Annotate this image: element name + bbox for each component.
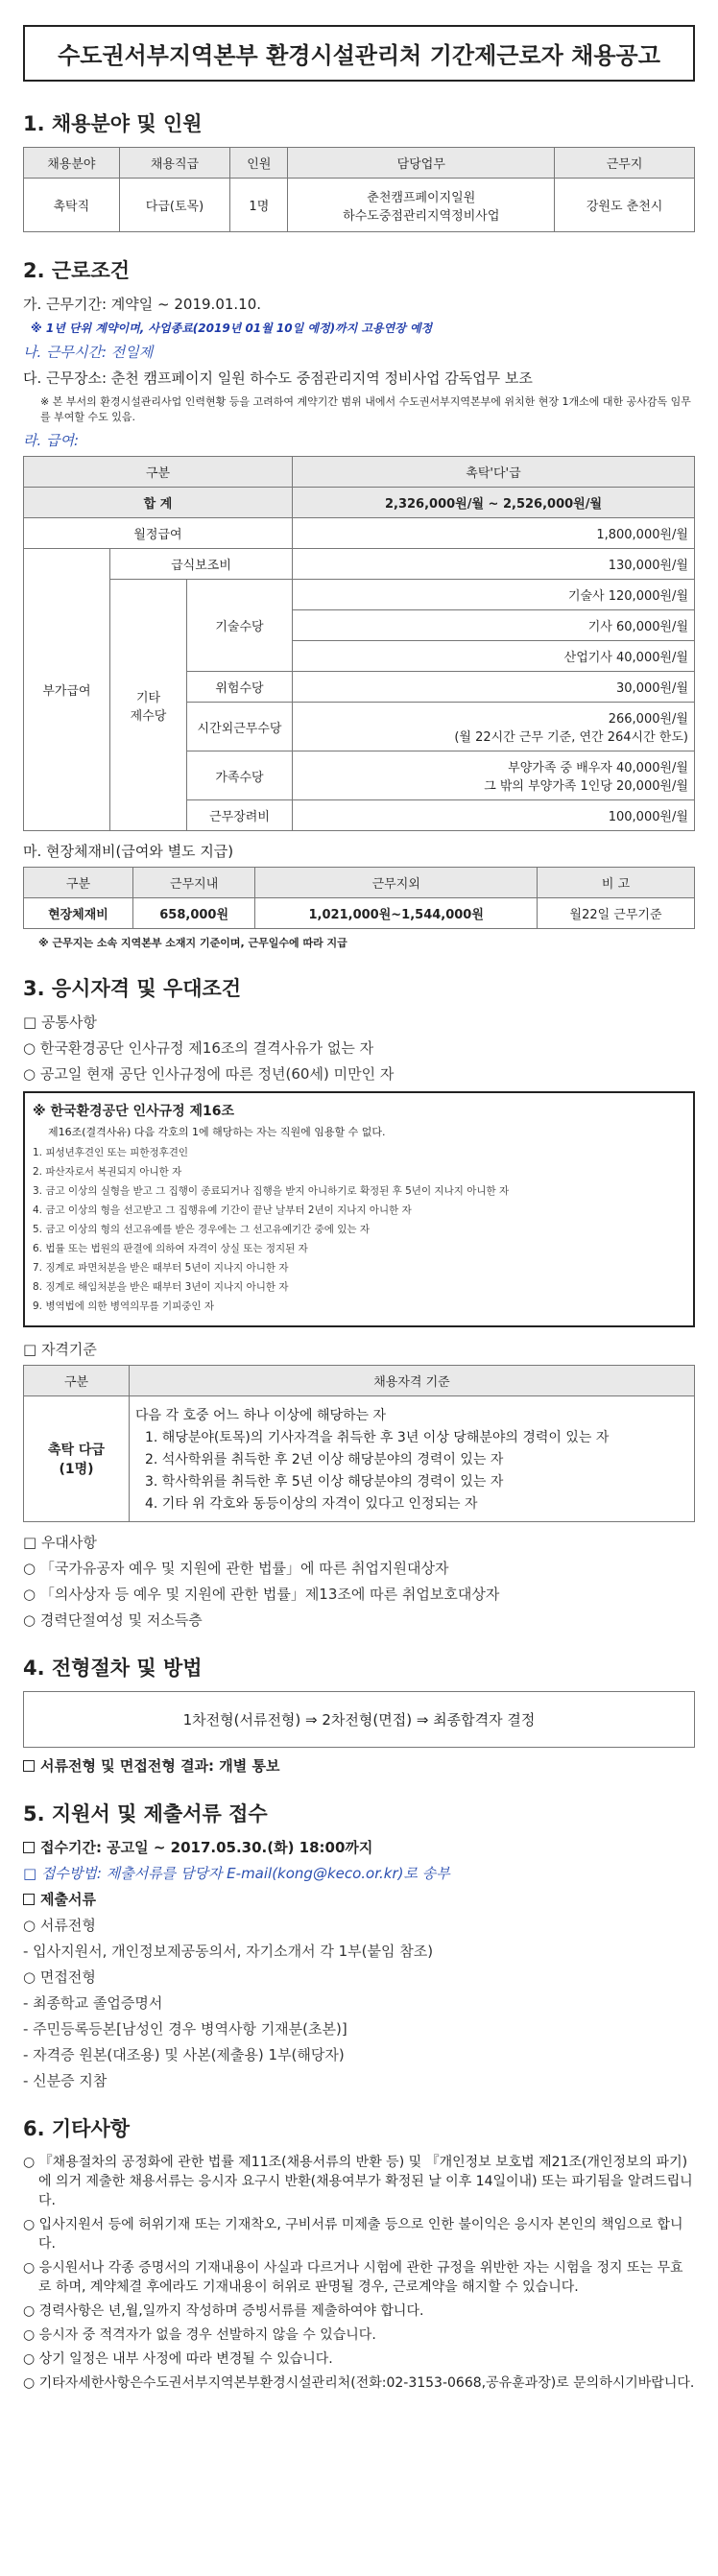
misc-item: ○ 상기 일정은 내부 사정에 따라 변경될 수 있습니다. bbox=[23, 2351, 333, 2367]
section-5-heading: 5. 지원서 및 제출서류 접수 bbox=[23, 1802, 268, 1825]
meal-value: 130,000원/월 bbox=[293, 549, 695, 580]
box-item: 3. 금고 이상의 실형을 받고 그 집행이 종료되거나 집행을 받지 아니하기로 확정된 후 5년이 지나지 아니한 자 bbox=[33, 1185, 510, 1197]
table-cell: 촉탁직 bbox=[24, 179, 120, 232]
section-6-heading: 6. 기타사항 bbox=[23, 2117, 131, 2140]
result-text: 서류전형 및 면접전형 결과: 개별 통보 bbox=[40, 1757, 280, 1775]
common-item: ○ 공고일 현재 공단 인사규정에 따른 정년(60세) 미만인 자 bbox=[23, 1065, 395, 1083]
col-header: 근무지 bbox=[555, 148, 695, 179]
family-cell bbox=[293, 751, 695, 800]
qual-label: 촉탁 다급 (1명) bbox=[24, 1396, 130, 1522]
family-value: 그 밖의 부양가족 1인당 20,000원/월 bbox=[484, 779, 688, 794]
tech-label: 기술수당 bbox=[187, 580, 293, 672]
table-cell: 다급(토목) bbox=[119, 179, 230, 232]
qual-heading: □ 자격기준 bbox=[23, 1341, 97, 1358]
qual-header: 구분 bbox=[24, 1366, 130, 1396]
misc-item: ○ 기타자세한사항은수도권서부지역본부환경시설관리처(전화:02-3153-0668,공유훈과장)로 문의하시기바랍니다. bbox=[23, 2375, 695, 2391]
qual-item: 1. 해당분야(토목)의 기사자격을 취득한 후 3년 이상 당해분야의 경력이 있는 자 bbox=[145, 1430, 610, 1445]
tech-value: 산업기사 40,000원/월 bbox=[293, 641, 695, 672]
other-label: 기타 제수당 bbox=[110, 580, 187, 831]
section-4-heading: 4. 전형절차 및 방법 bbox=[23, 1657, 203, 1680]
tech-value: 기사 60,000원/월 bbox=[293, 610, 695, 641]
meal-label: 급식보조비 bbox=[110, 549, 293, 580]
site-heading: 마. 현장체재비(급여와 별도 지급) bbox=[23, 843, 234, 860]
misc-list bbox=[23, 2152, 695, 2392]
pay-heading: 라. 급여: bbox=[23, 432, 80, 449]
checkbox-icon bbox=[23, 1842, 35, 1853]
box-title: ※ 한국환경공단 인사규정 제16조 bbox=[33, 1104, 235, 1119]
section-1-heading: 1. 채용분야 및 인원 bbox=[23, 112, 203, 135]
site-note: ※ 근무지는 소속 지역본부 소재지 기준이며, 근무일수에 따라 지급 bbox=[38, 937, 347, 949]
disqualification-box bbox=[23, 1091, 695, 1327]
risk-value: 30,000원/월 bbox=[293, 672, 695, 703]
doc-item: - 최종학교 졸업증명서 bbox=[23, 1994, 163, 2012]
doc-item: - 자격증 원본(대조용) 및 사본(제출용) 1부(해당자) bbox=[23, 2046, 345, 2063]
box-item: 8. 징계로 해임처분을 받은 때부터 3년이 지나지 아니한 자 bbox=[33, 1281, 289, 1293]
section-3-heading: 3. 응시자격 및 우대조건 bbox=[23, 977, 242, 1000]
box-item: 1. 피성년후견인 또는 피한정후견인 bbox=[33, 1147, 189, 1158]
checkbox-icon bbox=[23, 1760, 35, 1772]
site-cell: 658,000원 bbox=[132, 898, 254, 929]
extra-label: 부가급여 bbox=[24, 549, 110, 831]
pref-heading: □ 우대사항 bbox=[23, 1534, 97, 1551]
common-item: ○ 한국환경공단 인사규정 제16조의 결격사유가 없는 자 bbox=[23, 1039, 374, 1057]
site-cell: 현장체재비 bbox=[24, 898, 133, 929]
docs-heading: 제출서류 bbox=[40, 1891, 96, 1908]
qual-header: 채용자격 기준 bbox=[130, 1366, 695, 1396]
section-2-heading: 2. 근로조건 bbox=[23, 259, 131, 282]
work-place-note: ※ 본 부서의 환경시설관리사업 인력현황 등을 고려하여 계약기간 범위 내에서 수도권서부지역본부에 위치한 현장 1개소에 대한 공사감독 임무를 부여할 수도 있음. bbox=[40, 395, 691, 423]
qual-item: 3. 학사학위를 취득한 후 5년 이상 해당분야의 경력이 있는 자 bbox=[145, 1474, 504, 1490]
work-time: 나. 근무시간: 전일제 bbox=[23, 344, 154, 361]
family-value: 부양가족 중 배우자 40,000원/월 bbox=[508, 761, 688, 775]
box-subtitle: 제16조(결격사유) 다음 각호의 1에 해당하는 자는 직원에 임용할 수 없다. bbox=[48, 1126, 386, 1138]
pref-item: ○ 「국가유공자 예우 및 지원에 관한 법률」에 따른 취업지원대상자 bbox=[23, 1560, 449, 1577]
table-cell: 춘천캠프페이지일원 하수도중점관리지역정비사업 bbox=[288, 179, 555, 232]
table-cell: 1명 bbox=[230, 179, 288, 232]
box-item: 2. 파산자로서 복권되지 아니한 자 bbox=[33, 1166, 182, 1178]
result-line bbox=[23, 1755, 695, 1776]
col-header: 인원 bbox=[230, 148, 288, 179]
doc-item: - 주민등록등본[남성인 경우 병역사항 기재분(초본)] bbox=[23, 2020, 347, 2038]
pay-header: 구분 bbox=[24, 457, 293, 488]
page-title: 수도권서부지역본부 환경시설관리처 기간제근로자 채용공고 bbox=[23, 25, 695, 82]
ot-note: (월 22시간 근무 기준, 연간 264시간 한도) bbox=[454, 730, 688, 745]
work-period-note: ※ 1년 단위 계약이며, 사업종료(2019년 01월 10일 예정)까지 고용연장 예정 bbox=[31, 322, 433, 335]
misc-item: ○ 입사지원서 등에 허위기재 또는 기재착오, 구비서류 미제출 등으로 인한 불이익은 응시자 본인의 책임으로 합니다. bbox=[23, 2217, 683, 2252]
common-heading: □ 공통사항 bbox=[23, 1014, 97, 1031]
ot-value: 266,000원/월 bbox=[608, 712, 688, 727]
site-header: 근무지외 bbox=[255, 868, 538, 898]
monthly-value: 1,800,000원/월 bbox=[293, 518, 695, 549]
misc-item: ○ 경력사항은 년,월,일까지 작성하며 증빙서류를 제출하여야 합니다. bbox=[23, 2303, 424, 2319]
qual-item: 2. 석사학위를 취득한 후 2년 이상 해당분야의 경력이 있는 자 bbox=[145, 1452, 504, 1467]
checkbox-icon bbox=[23, 1894, 35, 1905]
misc-item: ○ 응시원서나 각종 증명서의 기재내용이 사실과 다르거나 시험에 관한 규정을 위반한 자는 시험을 정지 또는 무효로 하며, 계약체결 후에라도 기재내용이 허위로 판명될 경우, 근로계약을 해지할 수 있습니다. bbox=[23, 2260, 683, 2295]
pay-table bbox=[23, 456, 695, 831]
site-cell: 1,021,000원~1,544,000원 bbox=[255, 898, 538, 929]
box-item: 9. 병역법에 의한 병역의무를 기피중인 자 bbox=[33, 1300, 214, 1312]
ot-label: 시간외근무수당 bbox=[187, 703, 293, 751]
box-item: 7. 징계로 파면처분을 받은 때부터 5년이 지나지 아니한 자 bbox=[33, 1262, 289, 1274]
recruit-table bbox=[23, 147, 695, 232]
pref-item: ○ 경력단절여성 및 저소득층 bbox=[23, 1611, 203, 1629]
work-place: 다. 근무장소: 춘천 캠프페이지 일원 하수도 중점관리지역 정비사업 감독업무 보조 bbox=[23, 370, 533, 387]
ot-cell bbox=[293, 703, 695, 751]
family-label: 가족수당 bbox=[187, 751, 293, 800]
site-header: 근무지내 bbox=[132, 868, 254, 898]
box-item: 5. 금고 이상의 형의 선고유예를 받은 경우에는 그 선고유예기간 중에 있는 자 bbox=[33, 1224, 371, 1235]
doc-item: ○ 면접전형 bbox=[23, 1968, 96, 1986]
site-header: 비 고 bbox=[538, 868, 695, 898]
selection-flow: 1차전형(서류전형) ⇒ 2차전형(면접) ⇒ 최종합격자 결정 bbox=[23, 1691, 695, 1748]
pay-header: 촉탁'다'급 bbox=[293, 457, 695, 488]
col-header: 채용직급 bbox=[119, 148, 230, 179]
docs-heading-line bbox=[23, 1889, 695, 1909]
pay-total-value: 2,326,000원/월 ~ 2,526,000원/월 bbox=[293, 488, 695, 518]
work-period: 가. 근무기간: 계약일 ~ 2019.01.10. bbox=[23, 296, 262, 313]
work-bonus-value: 100,000원/월 bbox=[293, 800, 695, 831]
pay-total-label: 합 계 bbox=[24, 488, 293, 518]
monthly-label: 월정급여 bbox=[24, 518, 293, 549]
tech-value: 기술사 120,000원/월 bbox=[293, 580, 695, 610]
site-cell: 월22일 근무기준 bbox=[538, 898, 695, 929]
table-cell: 강원도 춘천시 bbox=[555, 179, 695, 232]
doc-item: - 입사지원서, 개인정보제공동의서, 자기소개서 각 1부(붙임 참조) bbox=[23, 1943, 434, 1960]
site-header: 구분 bbox=[24, 868, 133, 898]
box-item: 6. 법률 또는 법원의 판결에 의하여 자격이 상실 또는 정지된 자 bbox=[33, 1243, 308, 1254]
qual-cell bbox=[130, 1396, 695, 1522]
col-header: 채용분야 bbox=[24, 148, 120, 179]
box-item: 4. 금고 이상의 형을 선고받고 그 집행유예 기간이 끝난 날부터 2년이 지나지 아니한 자 bbox=[33, 1205, 412, 1216]
col-header: 담당업무 bbox=[288, 148, 555, 179]
period-line bbox=[23, 1837, 695, 1857]
period-text: 접수기간: 공고일 ~ 2017.05.30.(화) 18:00까지 bbox=[40, 1839, 373, 1856]
risk-label: 위험수당 bbox=[187, 672, 293, 703]
doc-item: - 신분증 지참 bbox=[23, 2072, 108, 2089]
misc-item: ○ 『채용절차의 공정화에 관한 법률 제11조(채용서류의 반환 등) 및 『개인정보 보호법 제21조(개인정보의 파기)에 의거 제출한 채용서류는 응시자 요구시 반환(채용여부가 확정된 날 이후 14일이내) 또는 파기됨을 알려드립니다. bbox=[23, 2155, 693, 2208]
qual-item: 다음 각 호중 어느 하나 이상에 해당하는 자 bbox=[135, 1408, 387, 1423]
site-table bbox=[23, 867, 695, 929]
pref-item: ○ 「의사상자 등 예우 및 지원에 관한 법률」제13조에 따른 취업보호대상자 bbox=[23, 1586, 500, 1603]
qual-item: 4. 기타 위 각호와 동등이상의 자격이 있다고 인정되는 자 bbox=[145, 1496, 478, 1512]
doc-item: ○ 서류전형 bbox=[23, 1917, 96, 1934]
method-line: □ 접수방법: 제출서류를 담당자 E-mail(kong@keco.or.kr)로 송부 bbox=[23, 1865, 450, 1882]
qual-table bbox=[23, 1365, 695, 1522]
misc-item: ○ 응시자 중 적격자가 없을 경우 선발하지 않을 수 있습니다. bbox=[23, 2327, 376, 2343]
work-bonus-label: 근무장려비 bbox=[187, 800, 293, 831]
